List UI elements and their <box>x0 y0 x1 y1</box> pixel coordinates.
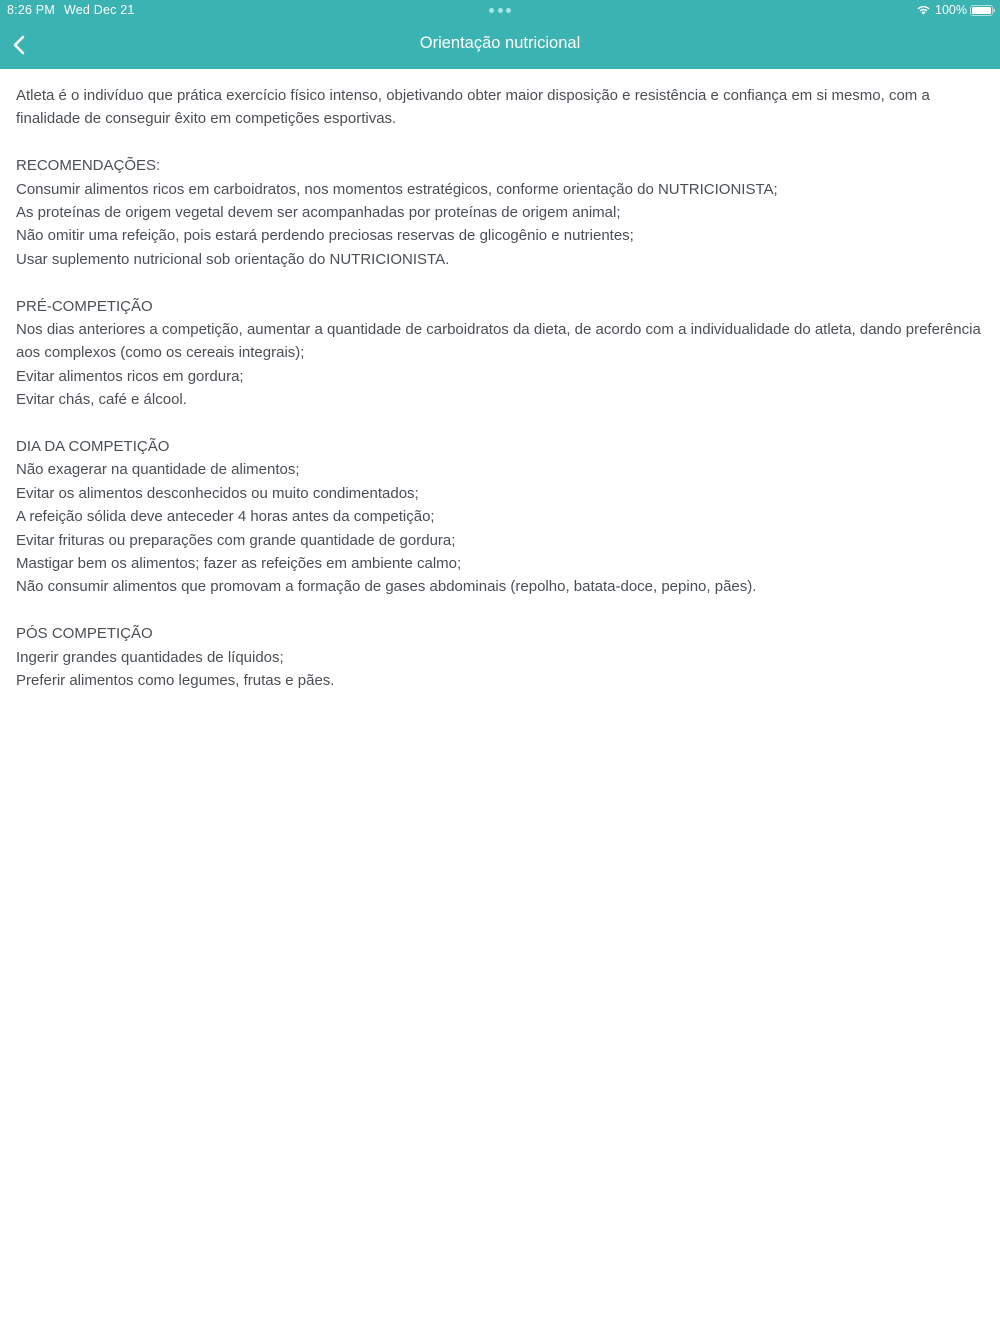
section-heading: PÓS COMPETIÇÃO <box>16 625 153 643</box>
list-item: Evitar alimentos ricos em gordura; <box>16 367 244 385</box>
intro-paragraph: Atleta é o indivíduo que prática exercício físico intenso, objetivando obter maior disposição e resistência e confiança em si mesmo, com a finalidade de conseguir êxito em competições esportivas. <box>16 87 930 128</box>
status-date: Wed Dec 21 <box>64 3 135 17</box>
multitasking-dots-icon[interactable] <box>489 8 511 13</box>
section-heading: DIA DA COMPETIÇÃO <box>16 438 170 456</box>
status-bar <box>0 0 1000 22</box>
list-item: Nos dias anteriores a competição, aumentar a quantidade de carboidratos da dieta, de acordo com a individualidade do atleta, dando preferência aos complexos (como os cereais integrais); <box>16 321 981 362</box>
list-item: Evitar chás, café e álcool. <box>16 391 187 409</box>
section-pos-competicao <box>16 622 984 692</box>
section-dia-da-competicao <box>16 435 984 599</box>
list-item: A refeição sólida deve anteceder 4 horas antes da competição; <box>16 508 435 526</box>
page-title: Orientação nutricional <box>419 34 581 52</box>
list-item: Ingerir grandes quantidades de líquidos; <box>16 648 284 666</box>
list-item: Usar suplemento nutricional sob orientação do NUTRICIONISTA. <box>16 250 450 268</box>
wifi-icon <box>916 4 931 15</box>
section-recomendacoes <box>16 154 984 271</box>
article-body <box>16 84 984 693</box>
list-item: Evitar os alimentos desconhecidos ou muito condimentados; <box>16 484 419 502</box>
list-item: Preferir alimentos como legumes, frutas e pães. <box>16 672 335 690</box>
section-heading: PRÉ-COMPETIÇÃO <box>16 297 153 315</box>
list-item: Não consumir alimentos que promovam a formação de gases abdominais (repolho, batata-doce, pepino, pães). <box>16 578 757 596</box>
list-item: As proteínas de origem vegetal devem ser acompanhadas por proteínas de origem animal; <box>16 204 621 222</box>
list-item: Mastigar bem os alimentos; fazer as refeições em ambiente calmo; <box>16 555 462 573</box>
list-item: Não omitir uma refeição, pois estará perdendo preciosas reservas de glicogênio e nutrientes; <box>16 227 634 245</box>
status-time: 8:26 PM <box>7 3 55 17</box>
list-item: Evitar frituras ou preparações com grande quantidade de gordura; <box>16 531 456 549</box>
list-item: Consumir alimentos ricos em carboidratos, nos momentos estratégicos, conforme orientação do NUTRICIONISTA; <box>16 180 778 198</box>
section-pre-competicao <box>16 295 984 412</box>
battery-percentage: 100% <box>935 3 967 17</box>
list-item: Não exagerar na quantidade de alimentos; <box>16 461 300 479</box>
battery-full-icon <box>970 5 996 16</box>
section-heading: RECOMENDAÇÕES: <box>16 157 161 175</box>
app-header <box>0 0 1000 69</box>
